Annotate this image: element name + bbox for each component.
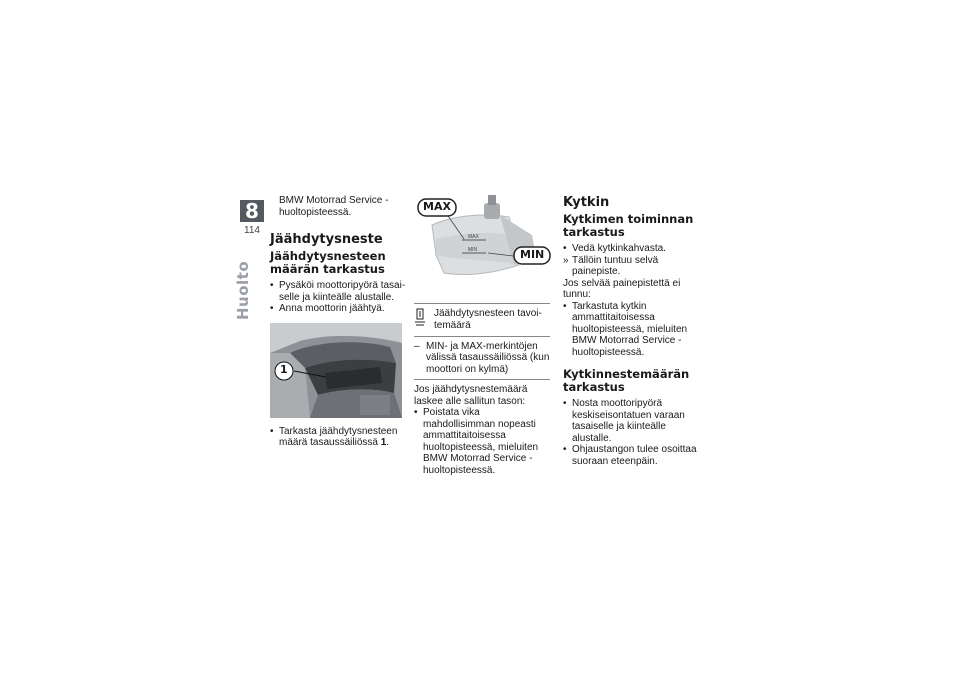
list-item: • Pysäköi moottoripyörä tasaiselle ja kiinteälle alustalle.	[270, 280, 410, 303]
target-level-note	[414, 303, 550, 380]
column-3	[563, 195, 703, 467]
list-item: • Anna moottorin jäähtyä.	[270, 303, 410, 315]
clutch-fluid-steps	[563, 398, 703, 467]
callout-ref: 1	[380, 437, 387, 448]
column-2	[414, 195, 554, 476]
list-item: » Tällöin tuntuu selvä painepiste.	[563, 255, 703, 278]
low-level-steps	[414, 407, 554, 476]
section-heading-coolant: Jäähdytysneste	[270, 232, 383, 247]
chapter-number-badge: 8	[240, 200, 264, 222]
list-item: • Tarkastuta kytkin ammattitaitoisessa huoltopisteessä, mieluiten BMW Motorrad Service -huoltopisteessä.	[563, 301, 703, 359]
note-header	[414, 304, 550, 337]
subsection-heading-coolant-check: Jäähdytysnesteen määrän tarkastus	[270, 249, 386, 276]
min-mark-label: MIN	[468, 247, 478, 253]
intro-text: BMW Motorrad Service -huoltopisteessä.	[279, 195, 389, 218]
subsection-heading-clutch-function: Kytkimen toiminnan tarkastus	[563, 212, 694, 239]
list-item: • Poistata vika mahdollisimman nopeasti ammattitaitoisessa huoltopisteessä, mieluiten BMW Motorrad Service -huoltopisteessä.	[414, 407, 554, 476]
max-mark-label: MAX	[468, 234, 479, 240]
note-body	[414, 337, 550, 380]
coolant-level-figure	[414, 195, 554, 295]
note-text: MIN- ja MAX-merkintöjen välissä tasaussäiliössä (kun moottori on kylmä)	[426, 340, 550, 375]
list-item: • Vedä kytkinkahvasta.	[563, 243, 703, 255]
coolant-gauge-icon	[414, 308, 426, 332]
column-1	[270, 195, 410, 449]
min-label: MIN	[520, 248, 545, 261]
coolant-check-step	[270, 426, 410, 449]
list-item: • Nosta moottoripyörä keskiseisontatuen varaan tasaiselle ja kiinteälle alustalle.	[563, 398, 703, 444]
chapter-side-title: Huolto	[234, 260, 252, 320]
list-item: • Ohjaustangon tulee osoittaa suoraan eteenpäin.	[563, 444, 703, 467]
clutch-condition-text: Jos selvää painepistettä ei tunnu:	[563, 277, 681, 300]
coolant-steps-list	[270, 280, 410, 315]
section-heading-clutch: Kytkin	[563, 195, 610, 210]
clutch-steps-2	[563, 301, 703, 359]
note-dash: –	[414, 340, 420, 352]
subsection-heading-clutch-fluid: Kytkinnestemäärän tarkastus	[563, 367, 690, 394]
list-item: • Tarkasta jäähdytysnesteen määrä tasaussäiliössä 1.	[270, 426, 410, 449]
max-label: MAX	[423, 200, 451, 213]
low-level-text: Jos jäähdytysnestemäärä laskee alle sallitun tason:	[414, 384, 528, 407]
page-number: 114	[244, 225, 260, 236]
coolant-reservoir-photo	[270, 323, 402, 418]
clutch-steps-1	[563, 243, 703, 255]
clutch-result	[563, 255, 703, 278]
figure-callout-1: 1	[280, 362, 288, 376]
note-title: Jäähdytysnesteen tavoitemäärä	[434, 308, 542, 331]
